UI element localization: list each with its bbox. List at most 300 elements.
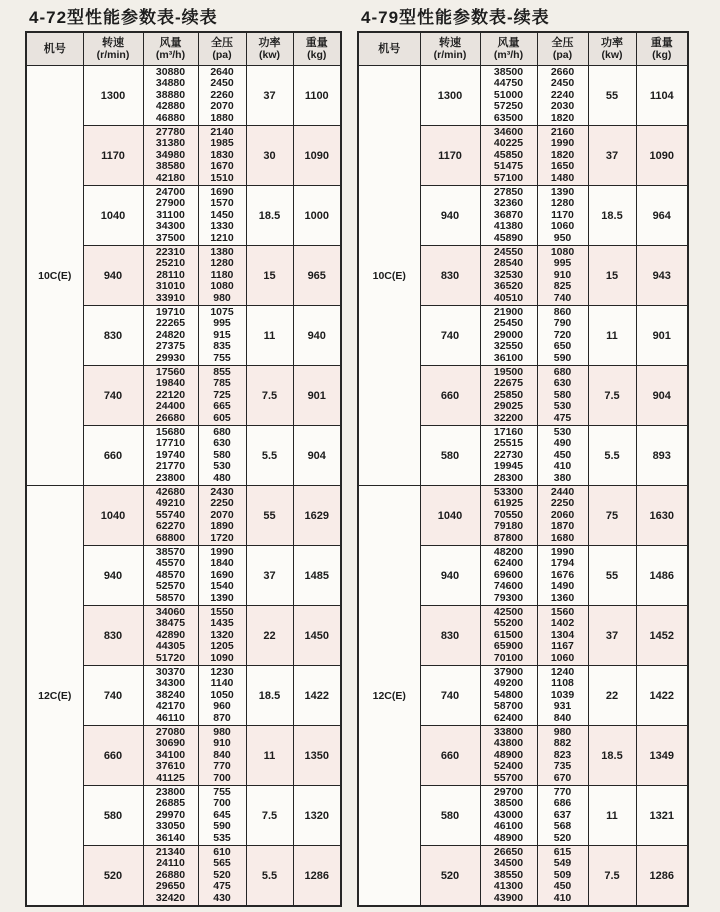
pressure-list: [198, 726, 246, 786]
pressure-value: 530: [553, 425, 572, 438]
flow-list: [480, 186, 537, 246]
pressure-value: 1990: [550, 137, 575, 150]
flow-header-line: 风量: [159, 36, 182, 49]
pressure-value: 735: [553, 760, 572, 773]
pressure-value: 2450: [210, 77, 234, 90]
weight-cell: 893: [636, 426, 688, 486]
pressure-list: [198, 666, 246, 726]
machine-cell: 10C(E): [26, 66, 83, 486]
machine-header-line: 机号: [43, 42, 66, 55]
weight-cell: 1450: [293, 606, 341, 666]
pressure-value: 835: [213, 340, 231, 353]
pressure-value: 410: [553, 460, 572, 473]
power-cell: 7.5: [588, 366, 636, 426]
pressure-list: [537, 846, 588, 907]
flow-value: 19710: [155, 305, 186, 318]
pressure-value: 840: [213, 748, 231, 761]
flow-list: [480, 366, 537, 426]
flow-value: 62270: [155, 520, 186, 533]
power-cell: 22: [588, 666, 636, 726]
table-4-79-title: 4-79型性能参数表-续表: [361, 8, 550, 27]
pressure-value: 1080: [550, 245, 575, 258]
power-cell: 22: [246, 606, 293, 666]
flow-value: 36140: [155, 831, 186, 844]
flow-value: 34600: [493, 125, 524, 138]
weight-cell: 1090: [636, 126, 688, 186]
power-cell: 5.5: [588, 426, 636, 486]
pressure-value: 1820: [550, 111, 575, 124]
pressure-value: 380: [553, 471, 572, 484]
power-header-line: 功率: [258, 36, 281, 49]
pressure-list: [537, 666, 588, 726]
speed-cell: 660: [83, 726, 143, 786]
speed-cell: 940: [420, 546, 480, 606]
flow-value: 42170: [155, 700, 186, 713]
flow-value: 63500: [493, 111, 524, 124]
flow-value: 26880: [155, 868, 186, 881]
flow-value: 29970: [155, 808, 186, 821]
pressure-value: 1039: [550, 688, 575, 701]
pressure-value: 1840: [210, 557, 234, 570]
flow-value: 51720: [155, 651, 186, 664]
flow-value: 51475: [493, 160, 524, 173]
pressure-value: 1510: [210, 171, 234, 184]
flow-list: [480, 546, 537, 606]
pressure-value: 450: [553, 880, 572, 893]
flow-value: 21770: [155, 460, 186, 473]
flow-value: 32420: [155, 891, 186, 904]
flow-value: 42680: [155, 485, 186, 498]
pressure-value: 590: [213, 820, 231, 833]
flow-value: 27080: [155, 725, 186, 738]
flow-value: 34300: [155, 677, 186, 690]
speed-cell: 1300: [420, 66, 480, 126]
pressure-value: 1075: [210, 305, 234, 318]
flow-value: 38500: [493, 797, 524, 810]
pressure-list: [198, 246, 246, 306]
speed-cell: 580: [420, 426, 480, 486]
flow-value: 31010: [155, 280, 186, 293]
flow-list: [143, 186, 198, 246]
pressure-value: 1676: [550, 568, 575, 581]
weight-cell: 1320: [293, 786, 341, 846]
pressure-value: 980: [213, 725, 231, 738]
flow-value: 29930: [155, 351, 186, 364]
pressure-value: 1480: [550, 171, 575, 184]
pressure-value: 870: [213, 711, 231, 724]
speed-cell: 830: [83, 606, 143, 666]
pressure-list: [198, 66, 246, 126]
machine-cell: 12C(E): [358, 486, 420, 907]
flow-value: 61500: [493, 628, 524, 641]
speed-cell: 940: [420, 186, 480, 246]
flow-value: 43900: [493, 891, 524, 904]
speed-cell: 740: [420, 666, 480, 726]
pressure-list: [537, 606, 588, 666]
speed-cell: 1300: [83, 66, 143, 126]
table-4-72-grid: [25, 31, 342, 907]
speed-cell: 740: [83, 666, 143, 726]
flow-value: 36870: [493, 208, 524, 221]
pressure-value: 2030: [550, 100, 575, 113]
flow-value: 46880: [155, 111, 186, 124]
weight-header: [636, 32, 688, 66]
pressure-value: 1080: [210, 280, 234, 293]
flow-list: [143, 66, 198, 126]
flow-value: 33910: [155, 291, 186, 304]
flow-value: 24110: [156, 857, 185, 870]
flow-value: 68800: [155, 531, 186, 544]
flow-header-line: (m³/h): [493, 49, 524, 61]
flow-value: 30690: [155, 737, 186, 750]
speed-cell: 580: [420, 786, 480, 846]
pressure-value: 1280: [210, 257, 234, 270]
pressure-value: 1108: [551, 677, 574, 690]
power-header: [246, 32, 293, 66]
pressure-value: 755: [213, 351, 231, 364]
table-row: [26, 486, 341, 546]
flow-value: 29000: [493, 328, 524, 341]
pressure-value: 490: [553, 437, 572, 450]
flow-value: 15680: [155, 425, 186, 438]
pressure-value: 1990: [210, 545, 234, 558]
power-cell: 55: [588, 66, 636, 126]
flow-value: 54800: [493, 688, 524, 701]
pressure-header: [537, 32, 588, 66]
pressure-value: 568: [553, 820, 572, 833]
flow-list: [143, 486, 198, 546]
flow-value: 29025: [493, 400, 524, 413]
flow-value: 51000: [493, 88, 524, 101]
speed-cell: 520: [83, 846, 143, 907]
pressure-list: [198, 606, 246, 666]
pressure-value: 535: [213, 831, 231, 844]
flow-value: 48200: [493, 545, 524, 558]
pressure-value: 1390: [550, 185, 575, 198]
table-row: [358, 66, 688, 126]
pressure-value: 825: [553, 280, 572, 293]
pressure-value: 630: [213, 437, 231, 450]
weight-header-line: 重量: [305, 36, 328, 49]
flow-value: 53300: [493, 485, 524, 498]
speed-cell: 660: [420, 726, 480, 786]
flow-value: 46110: [156, 711, 185, 724]
pressure-list: [198, 306, 246, 366]
weight-cell: 901: [636, 306, 688, 366]
flow-value: 30880: [155, 65, 186, 78]
speed-cell: 1040: [83, 186, 143, 246]
flow-value: 22675: [493, 377, 524, 390]
flow-value: 62400: [493, 711, 524, 724]
power-cell: 5.5: [246, 846, 293, 907]
pressure-value: 1060: [550, 220, 575, 233]
flow-value: 19740: [155, 448, 186, 461]
flow-value: 55200: [493, 617, 524, 630]
pressure-value: 430: [213, 891, 231, 904]
flow-value: 21900: [493, 305, 524, 318]
flow-value: 74600: [493, 580, 524, 593]
pressure-list: [537, 786, 588, 846]
pressure-value: 520: [553, 831, 572, 844]
flow-value: 52570: [155, 580, 186, 593]
weight-cell: 964: [636, 186, 688, 246]
speed-cell: 1170: [83, 126, 143, 186]
power-cell: 37: [588, 126, 636, 186]
pressure-value: 770: [553, 785, 572, 798]
power-header-line: 功率: [601, 36, 623, 49]
pressure-value: 1820: [550, 148, 575, 161]
pressure-list: [537, 126, 588, 186]
pressure-list: [198, 546, 246, 606]
pressure-value: 915: [213, 328, 231, 341]
weight-header-line: (kg): [652, 49, 672, 61]
pressure-value: 665: [213, 400, 231, 413]
pressure-value: 2140: [210, 125, 234, 138]
speed-cell: 830: [83, 306, 143, 366]
flow-list: [480, 306, 537, 366]
flow-value: 24400: [155, 400, 186, 413]
flow-value: 33800: [493, 725, 524, 738]
pressure-value: 605: [213, 411, 231, 424]
pressure-value: 995: [553, 257, 572, 270]
power-cell: 30: [246, 126, 293, 186]
pressure-value: 1690: [210, 568, 234, 581]
speed-cell: 1040: [420, 486, 480, 546]
flow-value: 41380: [493, 220, 524, 233]
speed-header-line: (r/min): [96, 49, 130, 61]
pressure-value: 700: [213, 797, 231, 810]
machine-header-line: 机号: [378, 42, 401, 55]
flow-list: [143, 786, 198, 846]
flow-value: 23800: [155, 471, 186, 484]
pressure-value: 2240: [550, 88, 575, 101]
flow-value: 22730: [493, 448, 524, 461]
pressure-value: 1570: [210, 197, 234, 210]
power-cell: 7.5: [246, 366, 293, 426]
flow-value: 45850: [493, 148, 524, 161]
flow-value: 38580: [155, 160, 186, 173]
pressure-value: 770: [213, 760, 231, 773]
flow-value: 27375: [155, 340, 186, 353]
power-cell: 5.5: [246, 426, 293, 486]
weight-cell: 901: [293, 366, 341, 426]
flow-value: 19945: [493, 460, 524, 473]
flow-value: 32530: [493, 268, 524, 281]
flow-list: [480, 126, 537, 186]
pressure-list: [198, 426, 246, 486]
weight-cell: 1090: [293, 126, 341, 186]
pressure-value: 1280: [550, 197, 575, 210]
pressure-value: 680: [553, 365, 572, 378]
power-cell: 15: [246, 246, 293, 306]
power-cell: 18.5: [246, 186, 293, 246]
machine-header: [26, 32, 83, 66]
pressure-value: 2250: [550, 497, 575, 510]
pressure-list: [198, 366, 246, 426]
flow-value: 37900: [493, 665, 524, 678]
pressure-value: 410: [553, 891, 572, 904]
pressure-list: [537, 546, 588, 606]
pressure-value: 520: [213, 868, 231, 881]
weight-cell: 1286: [636, 846, 688, 907]
power-cell: 55: [246, 486, 293, 546]
flow-list: [143, 726, 198, 786]
pressure-header-line: 全压: [211, 36, 233, 49]
machine-cell: 12C(E): [26, 486, 83, 907]
flow-value: 48570: [155, 568, 186, 581]
weight-cell: 940: [293, 306, 341, 366]
flow-value: 41125: [156, 771, 185, 784]
pressure-value: 2250: [210, 497, 234, 510]
flow-value: 43800: [493, 737, 524, 750]
flow-value: 26680: [155, 411, 186, 424]
flow-value: 42880: [155, 100, 186, 113]
pressure-value: 637: [553, 808, 572, 821]
pressure-value: 580: [213, 448, 231, 461]
flow-header-line: (m³/h): [155, 49, 186, 61]
flow-value: 46100: [493, 820, 524, 833]
pressure-value: 530: [213, 460, 231, 473]
pressure-value: 2440: [550, 485, 575, 498]
pressure-value: 1450: [210, 208, 234, 221]
speed-cell: 940: [83, 246, 143, 306]
flow-list: [480, 666, 537, 726]
pressure-value: 2160: [550, 125, 575, 138]
flow-value: 30370: [155, 665, 186, 678]
power-header: [588, 32, 636, 66]
pressure-value: 1550: [210, 605, 234, 618]
flow-value: 25450: [493, 317, 524, 330]
weight-cell: 965: [293, 246, 341, 306]
flow-value: 37500: [155, 231, 186, 244]
pressure-value: 580: [553, 388, 572, 401]
flow-value: 52400: [493, 760, 524, 773]
machine-cell: 10C(E): [358, 66, 420, 486]
pressure-value: 450: [553, 448, 572, 461]
pressure-list: [198, 486, 246, 546]
machine-header: [358, 32, 420, 66]
power-cell: 75: [588, 486, 636, 546]
weight-cell: 1321: [636, 786, 688, 846]
pressure-list: [537, 246, 588, 306]
flow-value: 55700: [493, 771, 524, 784]
flow-value: 23800: [155, 785, 186, 798]
flow-value: 19840: [155, 377, 186, 390]
weight-cell: 1485: [293, 546, 341, 606]
pressure-value: 509: [553, 868, 572, 881]
pressure-value: 950: [553, 231, 572, 244]
speed-header-line: 转速: [439, 36, 461, 49]
weight-cell: 1100: [293, 66, 341, 126]
pressure-list: [198, 846, 246, 907]
flow-value: 28540: [493, 257, 524, 270]
power-cell: 18.5: [588, 186, 636, 246]
pressure-value: 686: [553, 797, 572, 810]
flow-value: 22310: [155, 245, 186, 258]
pressure-value: 1435: [210, 617, 234, 630]
flow-header: [480, 32, 537, 66]
flow-value: 58570: [155, 591, 186, 604]
power-cell: 7.5: [246, 786, 293, 846]
weight-header: [293, 32, 341, 66]
flow-value: 40225: [493, 137, 524, 150]
pressure-value: 1320: [210, 628, 234, 641]
weight-cell: 1000: [293, 186, 341, 246]
flow-list: [143, 246, 198, 306]
power-cell: 7.5: [588, 846, 636, 907]
flow-value: 32200: [493, 411, 524, 424]
flow-value: 34060: [155, 605, 186, 618]
speed-header-line: (r/min): [433, 49, 467, 61]
power-cell: 18.5: [588, 726, 636, 786]
flow-value: 79300: [493, 591, 524, 604]
flow-value: 58700: [493, 700, 524, 713]
pressure-header: [198, 32, 246, 66]
flow-value: 19500: [493, 365, 524, 378]
pressure-list: [198, 186, 246, 246]
pressure-value: 1402: [550, 617, 575, 630]
weight-cell: 1286: [293, 846, 341, 907]
speed-cell: 740: [420, 306, 480, 366]
flow-value: 57100: [493, 171, 524, 184]
pressure-value: 670: [553, 771, 572, 784]
flow-value: 31100: [156, 208, 185, 221]
pressure-value: 680: [213, 425, 231, 438]
pressure-value: 785: [213, 377, 231, 390]
flow-value: 55740: [155, 508, 186, 521]
speed-cell: 660: [83, 426, 143, 486]
pressure-list: [537, 426, 588, 486]
flow-value: 42180: [155, 171, 186, 184]
power-cell: 37: [588, 606, 636, 666]
flow-value: 26650: [493, 845, 524, 858]
pressure-value: 1060: [550, 651, 575, 664]
flow-value: 24550: [493, 245, 524, 258]
pressure-value: 590: [553, 351, 572, 364]
pressure-value: 1890: [210, 520, 234, 533]
pressure-list: [537, 726, 588, 786]
weight-cell: 1630: [636, 486, 688, 546]
flow-value: 24820: [155, 328, 186, 341]
flow-value: 17710: [155, 437, 186, 450]
power-cell: 15: [588, 246, 636, 306]
power-cell: 55: [588, 546, 636, 606]
flow-value: 17160: [493, 425, 524, 438]
speed-header: [420, 32, 480, 66]
pressure-value: 1690: [210, 185, 234, 198]
pressure-value: 882: [553, 737, 572, 750]
pressure-list: [537, 306, 588, 366]
weight-cell: 1350: [293, 726, 341, 786]
pressure-value: 1390: [210, 591, 234, 604]
pressure-value: 823: [553, 748, 572, 761]
pressure-header-line: 全压: [551, 36, 574, 49]
flow-value: 40510: [493, 291, 524, 304]
pressure-value: 2260: [210, 88, 234, 101]
flow-header: [143, 32, 198, 66]
flow-value: 57250: [493, 100, 524, 113]
flow-value: 41300: [493, 880, 524, 893]
flow-value: 38240: [155, 688, 186, 701]
flow-value: 34500: [493, 857, 524, 870]
speed-cell: 830: [420, 246, 480, 306]
pressure-value: 645: [213, 808, 231, 821]
pressure-list: [537, 66, 588, 126]
weight-cell: 1452: [636, 606, 688, 666]
flow-value: 32360: [493, 197, 524, 210]
flow-value: 28300: [493, 471, 524, 484]
flow-list: [480, 66, 537, 126]
